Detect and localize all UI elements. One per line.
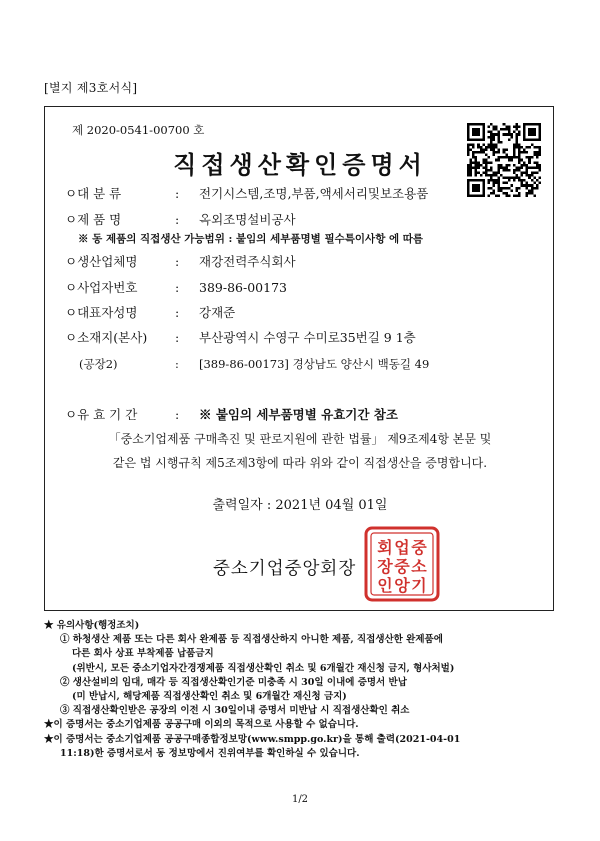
- svg-text:앙: 앙: [394, 576, 410, 595]
- page-number: 1/2: [291, 794, 309, 805]
- print-date: 출력일자 : 2021년 04월 01일: [212, 498, 388, 513]
- field-value: 389-86-00173: [199, 280, 287, 295]
- form-number: [별지 제3호서식]: [44, 81, 138, 95]
- field-business-number: ㅇ사업자번호 : 389-86-00173: [65, 280, 287, 295]
- field-value: 부산광역시 수영구 수미로35번길 9 1층: [199, 330, 416, 345]
- notice-line: ★이 증명서는 중소기업제품 공공구매 이외의 목적으로 사용할 수 없습니다.: [44, 719, 359, 731]
- field-value: 옥외조명설비공사: [199, 212, 296, 227]
- field-value: 강재준: [199, 305, 236, 320]
- field-representative: ㅇ대표자성명 : 강재준: [65, 305, 236, 320]
- field-validity: ㅇ유 효 기 간 : ※ 붙임의 세부품명별 유효기간 참조: [65, 407, 398, 422]
- field-label: ㅇ대표자성명: [65, 305, 138, 320]
- notice-line: ★이 증명서는 중소기업제품 공공구매종합정보망(www.smpp.go.kr)을 통해 출력(2021-04-01: [44, 733, 461, 745]
- field-value: [389-86-00173] 경상남도 양산시 백동길 49: [199, 357, 430, 371]
- legal-basis-line: 같은 법 시행규칙 제5조제3항에 따라 위와 같이 직접생산을 증명합니다.: [112, 456, 488, 470]
- field-label: ㅇ소재지(본사): [65, 330, 148, 345]
- field-label: ㅇ유 효 기 간: [65, 407, 138, 422]
- notice-line: ② 생산설비의 임대, 매각 등 직접생산확인기준 미충족 시 30일 이내에 증명서 반납: [60, 676, 407, 688]
- svg-text:업: 업: [394, 538, 410, 557]
- field-factory-address: (공장2) : [389-86-00173] 경상남도 양산시 백동길 49: [65, 356, 429, 372]
- svg-text:장: 장: [377, 557, 393, 576]
- field-value: 전기시스템,조명,부품,액세서리및보조용품: [199, 186, 429, 201]
- notice-line: 다른 회사 상표 부착제품 납품금지: [72, 648, 214, 660]
- field-label: ㅇ생산업체명: [65, 254, 138, 269]
- svg-text:인: 인: [377, 576, 393, 595]
- notice-line: ① 하청생산 제품 또는 다른 회사 완제품 등 직접생산하지 아니한 제품, 직접생산한 완제품에: [60, 634, 443, 646]
- certificate-number: 제 2020-0541-00700 호: [72, 123, 205, 137]
- svg-text:중: 중: [411, 538, 427, 557]
- field-label: (공장2): [79, 357, 118, 371]
- official-seal: [363, 525, 441, 603]
- svg-text:기: 기: [411, 576, 427, 595]
- issuer-name: 중소기업중앙회장: [213, 559, 357, 579]
- notice-line: ③ 직접생산확인받은 공장의 이전 시 30일이내 증명서 미반납 시 직접생산확인 취소: [60, 705, 410, 717]
- field-category: ㅇ대 분 류 : 전기시스템,조명,부품,액세서리및보조용품: [65, 186, 429, 201]
- notice-line: ★ 유의사항(행정조치): [44, 620, 140, 631]
- production-scope-note: ※ 동 제품의 직접생산 가능범위 : 붙임의 세부품명별 필수특이사항 에 따름: [78, 233, 424, 245]
- field-head-office-address: ㅇ소재지(본사) : 부산광역시 수영구 수미로35번길 9 1층: [65, 330, 416, 345]
- field-value: ※ 붙임의 세부품명별 유효기간 참조: [199, 407, 398, 422]
- field-company-name: ㅇ생산업체명 : 재강전력주식회사: [65, 254, 296, 269]
- notice-line: 11:18)한 증명서로서 동 정보망에서 진위여부를 확인하실 수 있습니다.: [60, 747, 360, 759]
- notice-line: (위반시, 모든 중소기업자간경쟁제품 직접생산확인 취소 및 6개월간 재신청 금지, 형사처벌): [72, 662, 455, 674]
- page-title: 직접생산확인증명서: [173, 150, 427, 179]
- notices-section: [44, 619, 564, 761]
- field-label: ㅇ제 품 명: [65, 212, 122, 227]
- field-label: ㅇ대 분 류: [65, 186, 122, 201]
- svg-text:중: 중: [394, 557, 410, 576]
- svg-text:소: 소: [411, 557, 427, 576]
- svg-text:회: 회: [377, 538, 393, 557]
- field-value: 재강전력주식회사: [199, 254, 296, 269]
- field-label: ㅇ사업자번호: [65, 280, 138, 295]
- notice-line: (미 반납시, 해당제품 직접생산확인 취소 및 6개월간 재신청 금지): [72, 691, 347, 703]
- field-product-name: ㅇ제 품 명 : 옥외조명설비공사: [65, 212, 296, 227]
- legal-basis-line: 「중소기업제품 구매촉진 및 판로지원에 관한 법률」 제9조제4항 본문 및: [108, 432, 492, 446]
- certificate-frame: [44, 106, 554, 611]
